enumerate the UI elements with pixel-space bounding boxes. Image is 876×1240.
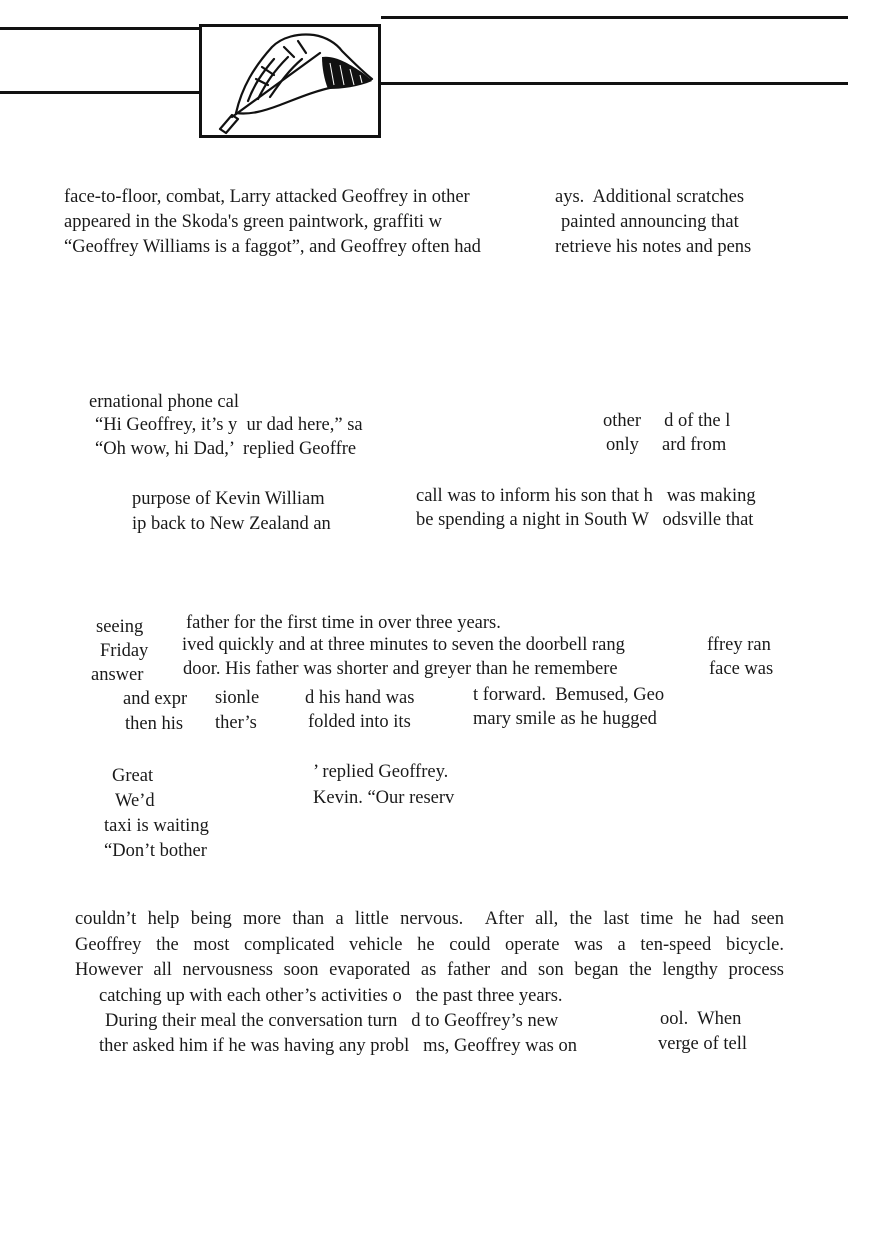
text-line: d his hand was [305,688,415,708]
text-line: verge of tell [658,1034,748,1054]
text-line: sionle [215,688,260,708]
text-line: seeing [96,617,144,637]
text-line: Great [112,766,154,786]
header-rule-top-right [381,16,848,19]
text-line: only ard from [606,435,727,455]
text-line: Kevin. “Our reserv [313,788,455,808]
header-rule-top-left [0,27,199,30]
text-line: ther asked him if he was having any probl ms, Geoffrey was on [99,1036,577,1056]
text-line: ernational phone cal [89,392,239,412]
text-line: ’ replied Geoffrey. [313,762,449,782]
text-line: door. His father was shorter and greyer than he remembere [183,659,618,679]
text-line: ool. When [660,1009,742,1029]
text-line: During their meal the conversation turn d to Geoffrey’s new [105,1011,559,1031]
emblem-frame [199,24,381,138]
text-line: ffrey ran [707,635,771,655]
text-line: call was to inform his son that h was making [416,486,756,506]
text-line: father for the first time in over three years. [186,613,501,633]
text-line: t forward. Bemused, Geo [473,685,665,705]
text-line: Friday [100,641,149,661]
text-line: answer [91,665,144,685]
text-line: ip back to New Zealand an [132,514,331,534]
text-line: ther’s [215,713,257,733]
text-line: be spending a night in South W odsville that [416,510,754,530]
text-line: face was [709,659,774,679]
text-line: catching up with each other’s activities o the past three years. [99,986,563,1006]
header-rule-bottom-left [0,91,199,94]
text-line: We’d [115,791,155,811]
text-line: However all nervousness soon evaporated as father and son began the lengthy process [75,960,784,980]
text-line: “Geoffrey Williams is a faggot”, and Geoffrey often had [64,237,481,257]
quill-pen-icon [202,27,378,135]
text-line: ived quickly and at three minutes to seven the doorbell rang [182,635,625,655]
text-line: couldn’t help being more than a little nervous. After all, the last time he had seen [75,909,784,929]
text-line: “Oh wow, hi Dad,’ replied Geoffre [95,439,357,459]
text-line: “Hi Geoffrey, it’s y ur dad here,” sa [95,415,363,435]
header-rule-bottom-right [381,82,848,85]
text-line: appeared in the Skoda's green paintwork, graffiti w [64,212,443,232]
text-line: purpose of Kevin William [132,489,325,509]
text-line: painted announcing that [561,212,739,232]
text-line: retrieve his notes and pens [555,237,752,257]
text-line: “Don’t bother [104,841,207,861]
text-line: and expr [123,689,188,709]
text-line: face-to-floor, combat, Larry attacked Geoffrey in other [64,187,470,207]
text-line: other d of the l [603,411,731,431]
text-line: taxi is waiting [104,816,209,836]
text-line: then his [125,714,184,734]
text-line: ays. Additional scratches [555,187,745,207]
text-line: mary smile as he hugged [473,709,657,729]
text-line: Geoffrey the most complicated vehicle he could operate was a ten-speed bicycle. [75,935,784,955]
text-line: folded into its [308,712,411,732]
